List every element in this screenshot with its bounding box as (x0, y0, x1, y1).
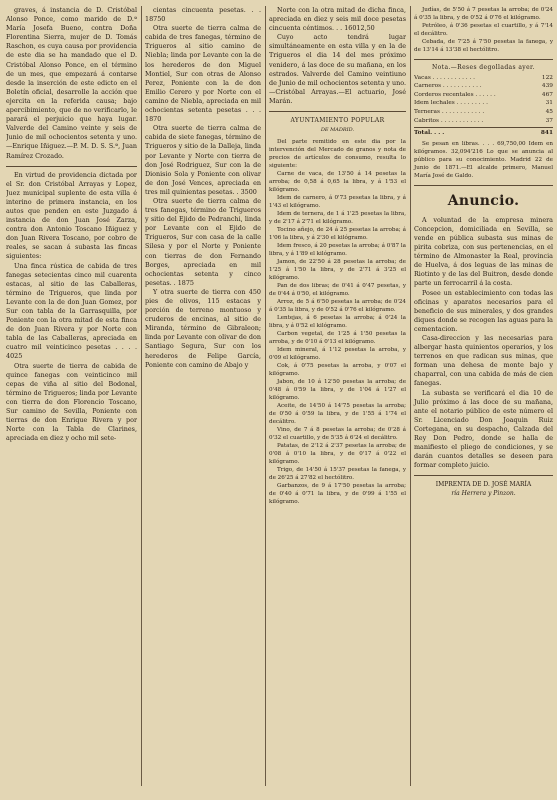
property-1: Una finca rústica de cabida de tres fanegas setecientas cinco mil cuarenta estacas, al sitio de las Caballeras, término de Trigueros, que linda por Levante con la de don Juan Gomez, por Sur con tabla de la Garrasquilla, por Poniente con la otra mitad de esta finca de don Juan Rivera y por Norte con tabla de las Caballeras, apreciada en cuatro mil veinticinco pesetas . . . . 4025 (6, 261, 137, 361)
divider (414, 185, 553, 186)
weights-notice: Se pesan en libras. . . . 69,750,00 Idem en kilógramos. 32,094'216 Lo que se anuncia al público para su conocimiento. Madrid 22 de Junio de 1871.—El alcalde primero, Manuel María José de Galdo. (414, 140, 553, 179)
announcement-text: La subasta se verificará el dia 10 de Julio próximo á las doce de su mañana, ante el notario público de este número el Sr. Licenciado Don Joaquin Ruiz Cortegana, en su despacho, Calzada del Rey Don Pedro, donde se halla de manifiesto el pliego de condiciones, y se darán cuantos detalles se deseen para formar completo juicio. (414, 388, 553, 470)
column-3 (265, 6, 406, 786)
table-row (414, 117, 553, 126)
total-label: Total. . . . (414, 130, 445, 137)
announcement-text: A voluntad de la empresa minera Concepcion, domiciliada en Sevilla, se vende en pública subasta sus minas de pirita cobriza, con sus pertenencias, en el término de Almonaster la Real, provincia de Huelva, á dos leguas de las minas de Riotinto y de las del Buitron, desde donde parte un ferrocarril á la costa. (414, 215, 553, 288)
price-item: Arroz, de 5 á 6'50 pesetas la arroba; de 0'24 á 0'35 la libra, y de 0'52 á 0'76 el kilógramo. (269, 299, 406, 314)
price-item: Jabon, de 10 á 12'50 pesetas la arroba; de 0'48 á 0'59 la libra, y de 1'04 á 1'27 el kilógramo. (269, 379, 406, 402)
total-value: 841 (540, 130, 553, 137)
divider (6, 166, 137, 167)
price-item: Judías, de 5'50 á 7 pesetas la arroba; de 0'24 á 0'35 la libra, y de 0'52 á 0'76 el kilógramo. (414, 7, 553, 21)
row-label: Cabritos . . . . . . . . . . . . (414, 117, 484, 124)
property-2-price: cientas cincuenta pesetas. . . 18750 (145, 6, 261, 24)
price-item: Cebada, de 7'25 á 7'50 pesetas la fanega, y de 13'14 á 13'38 el hectólitro. (414, 39, 553, 53)
row-label: Idem lechales . . . . . . . . . (414, 100, 488, 107)
property-6-end: Norte con la otra mitad de dicha finca, apreciada en diez y seis mil doce pesetas cincuenta céntimos. . . 16012,50 (269, 6, 406, 33)
row-label: Vacas . . . . . . . . . . . . (414, 74, 476, 81)
property-6: Y otra suerte de tierra con 450 pies de olivos, 115 estacas y porción de terreno montuoso y cruderos de encinas, al sitio de Miranda, término de Gibraleon; linda por Levante con olivar de don Santiago Segura, Sur con los herederos de Felipe García, Poniente con camino de Abajo y (145, 287, 261, 369)
price-item: Idem mineral, á 1'12 pesetas la arroba, y 0'09 el kilógramo. (269, 347, 406, 362)
price-item: Lentejas, á 6 pesetas la arroba; á 0'24 la libra, y á 0'52 el kilógramo. (269, 315, 406, 330)
price-item: Idem fresco, á 20 pesetas la arroba; á 0'87 la libra, y á 1'89 el kilógramo. (269, 243, 406, 258)
row-value: 37 (545, 117, 553, 124)
row-value: 31 (545, 100, 553, 107)
table-total-row (414, 127, 553, 138)
price-item: Vino, de 7 á 8 pesetas la arroba; de 0'28 á 0'32 el cuartillo, y de 5'35 á 6'24 el decálitro. (269, 427, 406, 442)
announcement-title: Anuncio. (447, 192, 520, 209)
price-item: Idem de carnero, á 0'73 pesetas la libra, y á 1'43 el kilógramo. (269, 195, 406, 210)
table-row (414, 99, 553, 108)
table-row (414, 91, 553, 100)
section-heading: AYUNTAMIENTO POPULAR (290, 117, 385, 125)
section-subheading: DE MADRID. (320, 127, 355, 134)
price-item: Patatas, de 2'12 á 2'37 pesetas la arroba; de 0'08 á 0'10 la libra, y de 0'17 á 0'22 el kilógramo. (269, 443, 406, 466)
divider (414, 59, 553, 60)
price-item: Aceite, de 14'50 á 14'75 pesetas la arroba; de 0'50 á 0'59 la libra, y de 1'55 á 1'74 el decálitro. (269, 403, 406, 426)
price-item: Garbanzos, de 9 á 17'50 pesetas la arroba; de 0'40 á 0'71 la libra, y de 0'99 á 1'55 el kilógramo. (269, 483, 406, 506)
property-2: Otra suerte de tierra de cabida de quince fanegas con veinticinco mil cepas de viña al sitio del Bodonal, término de Trigueros; linda por Levante con tierra de don Florencio Toscano, Sur camino de Sevilla, Poniente con tierras de don Enrique Rivera y por Norte con la Tabla de Clarines, apreciada en diez y ocho mil sete- (6, 361, 137, 443)
price-item: Pan de dos libras; de 0'41 á 0'47 pesetas, y de 0'44 á 0'50, el kilógramo. (269, 283, 406, 298)
column-4 (410, 6, 553, 786)
auction-date-text: Cuyo acto tendrá lugar simultáneamente en esta villa y en la de Trigueros el dia 14 del mes próximo venidero, á las doce de su mañana, en los estrados. Valverde del Camino veintiuno de Junio de mil ochocientos setenta y uno.—Cristóbal Arrayas.—El actuario, José Marán. (269, 33, 406, 105)
price-item: Tocino añejo, de 24 á 25 pesetas la arroba; á 1'06 la libra, y á 2'30 el kilógramo. (269, 227, 406, 242)
table-row (414, 82, 553, 91)
property-5: Otra suerte de tierra calma de tres fanegas, término de Trigueros y sitio del Ejido de Pedranchi, linda por Levante con el Ejido de Trigueros, Sur con casa de la calle Silesa y por el Norte y Poniente con tierras de don Fernando Borges, apreciada en mil ochocientas setenta y cinco pesetas. . 1875 (145, 196, 261, 287)
slaughter-table (414, 64, 553, 138)
price-item: Idem de ternera, de 1 á 1'25 pesetas la libra, y de 2'17 á 2'71 el kilógramo. (269, 211, 406, 226)
price-item: Carbon vegetal, de 1'25 á 1'50 pesetas la arroba, y de 0'10 á 0'13 el kilógramo. (269, 331, 406, 346)
divider (269, 111, 406, 112)
columns (6, 6, 553, 786)
row-label: Corderos recentales . . . . . . (414, 91, 496, 98)
price-item: Petróleo, á 0'36 pesetas el cuartillo, y á 7'14 el decálitro. (414, 23, 553, 37)
printer-imprint: IMPRENTA DE D. JOSÉ MARÍA (435, 481, 532, 489)
column-1 (6, 6, 137, 786)
divider (414, 475, 553, 476)
column-2 (141, 6, 261, 786)
announcement-text: Casa-direccion y las necesarias para albergar hasta quinientos operarios, y los terrenos en que radican sus minas, que forman una dehesa de monte bajo y chaparral, con una cabida de más de cien fanegas. (414, 333, 553, 388)
table-row (414, 74, 553, 83)
table-title: Nota.—Reses degolladas ayer. (432, 64, 535, 71)
printer-imprint-line2: ría Herrera y Pinzon. (451, 490, 516, 498)
price-item: Jamon, de 22'50 á 28 pesetas la arroba; de 1'25 á 1'50 la libra, y de 2'71 á 3'25 el kilógramo. (269, 259, 406, 282)
property-4: Otra suerte de tierra calma de cabida de siete fanegas, término de Trigueros y sitio de la Dalleja, linda por Levante y Norte con tierra de don José Rodriguez, Sur con la de Dionisio Sola y Poniente con olivar de don José Vences, apreciada en tres mil quinientas pesetas. . 3500 (145, 124, 261, 196)
row-value: 467 (541, 91, 553, 98)
property-3: Otra suerte de tierra calma de cabida de tres fanegas, término de Trigueros al sitio camino de Niebla; linda por Levante con la de los herederos de don Miguel Montiel, Sur con otras de Alonso Perez, Poniente con la de don Emilio Cerero y por Norte con el camino de Niebla, apreciada en mil ochocientas setenta pesetas . . . 1870 (145, 24, 261, 124)
table-row (414, 108, 553, 117)
market-intro: Del parte remitido en este dia por la intervención del Mercado de granos y nota de precios de artículos de consumo, resulta lo siguiente: (269, 139, 406, 170)
row-label: Carneros . . . . . . . . . . . (414, 83, 482, 90)
announcement-text: Posee un establecimiento con todas las oficinas y aparatos necesarios para el beneficio de sus minerales, y dos grandes diques donde se recogen las aguas para la cementacion. (414, 288, 553, 333)
edict-text: graves, á instancia de D. Cristóbal Alonso Ponce, como marido de D.ª María Josefa Bueno, contra Doña Florentina Sierra, mujer de D. Tomás Raschon, es cuya causa por providencia de este dia se ha mandado que el D. Cristóbal Alonso Ponce, en el término de un mes, que empezará á contarse desde la inserción de este edicto en el Boletín oficial, desarrolle la acción que ejercita en la referida causa; bajo apercibimiento, que de no verificarlo, le parará el perjuicio que haya lugar. Valverde del Camino veinte y seis de Junio de mil ochocientos setenta y uno.—Enrique Iñiguez.—P. M. D. S. S.ª, Juan Ramírez Crozado. (6, 6, 137, 160)
price-item: Carne de vaca, de 13'50 á 14 pesetas la arroba; de 0,58 á 0,65 la libra, y á 1'53 el kilógramo. (269, 171, 406, 194)
row-value: 45 (545, 108, 553, 115)
price-item: Cok, á 0'75 pesetas la arroba, y 0'07 el kilógramo. (269, 363, 406, 378)
row-value: 122 (541, 74, 553, 81)
auction-intro: En virtud de providencia dictada por el Sr. don Cristóbal Arrayas y Lopez, Juez municipal suplente de esta villa é interino de primera instancia, en los autos que penden en este Juzgado á instancia de don Juan José Zarza, contra don Antonio Toscano Iñiguez y don Juan Rivera Toscano, por cobro de reales, se sacan á subasta las fincas siguientes: (6, 170, 137, 261)
row-label: Terneras . . . . . . . . . . . . (414, 108, 485, 115)
price-item: Trigo, de 14'50 á 15'37 pesetas la fanega, y de 26'25 á 27'82 el hectólitro. (269, 467, 406, 482)
row-value: 439 (541, 83, 553, 90)
